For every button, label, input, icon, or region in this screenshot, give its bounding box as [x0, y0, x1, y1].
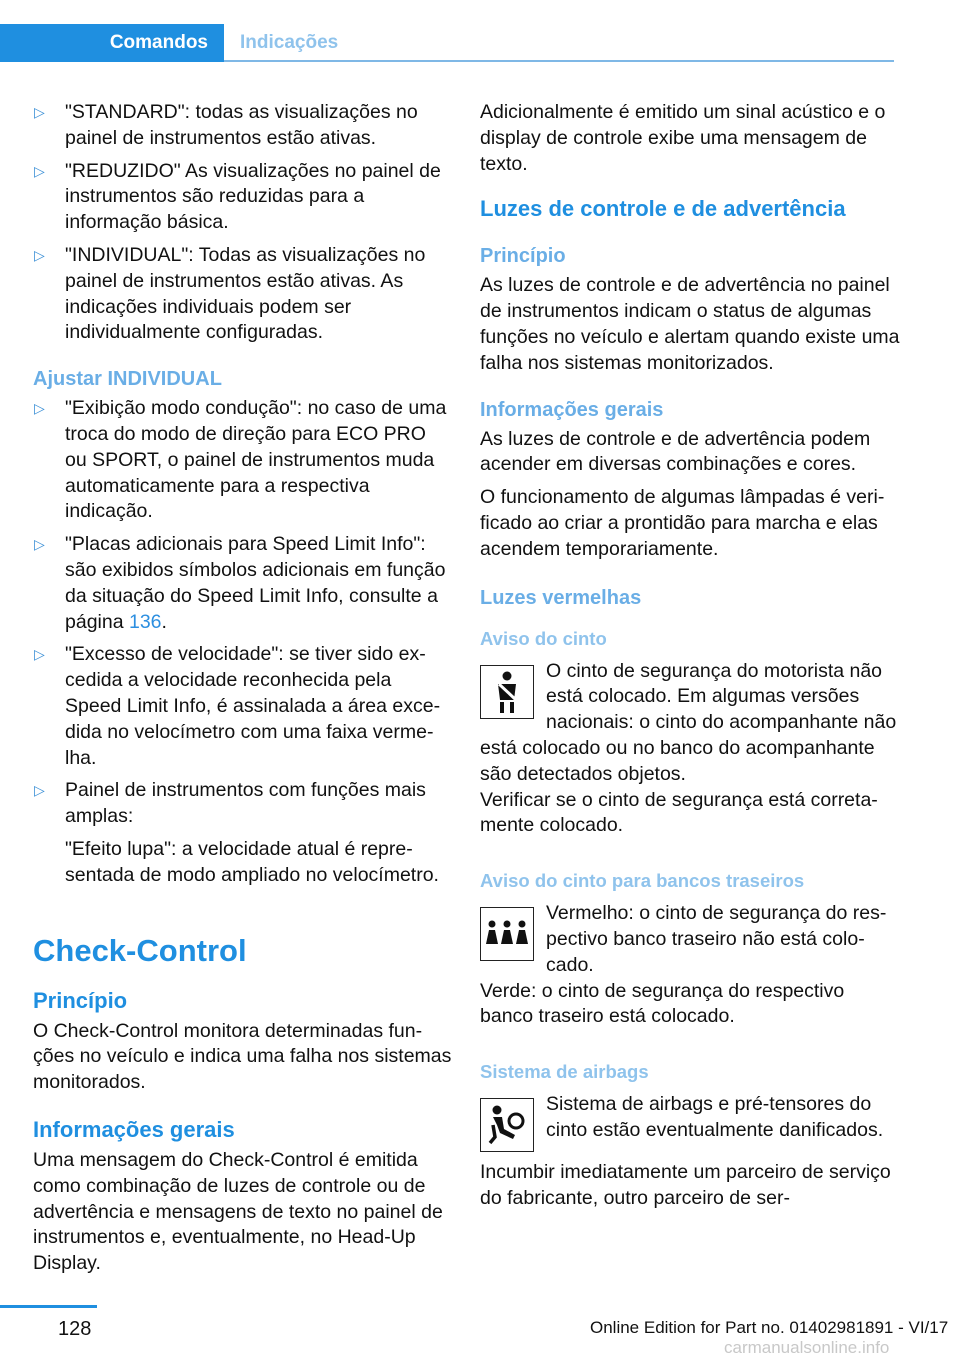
airbags-heading: Sistema de airbags [480, 1061, 649, 1083]
traseiros-text-1: Vermelho: o cinto de segurança do respectivo banco traseiro não está colocado. [546, 902, 887, 976]
online-edition-text: Online Edition for Part no. 01402981891 - VI/17 [590, 1318, 949, 1337]
seatbelt-warning-icon [480, 665, 534, 719]
painel-text: Painel de instrumentos com funções mais amplas: [65, 779, 426, 828]
list-item-text [65, 778, 453, 888]
tab-comandos[interactable] [0, 24, 224, 62]
info-heading: Informações gerais [33, 1116, 235, 1142]
info-text-1: As luzes de controle e de advertência podem acender em diversas combinações e cores. [480, 427, 871, 476]
list-item-text: "Exibição modo condução": no caso de uma troca do modo de direção para ECO PRO ou SPORT, o painel de instrumentos muda automaticamente para a respectiva indicação. [65, 397, 447, 523]
left-column [33, 100, 453, 1284]
check-control-heading: Check-Control [33, 932, 247, 968]
traseiros-text-2: Verde: o cinto de segurança do respectivo banco traseiro está colocado. [480, 979, 845, 1028]
placas-text: "Placas adicionais para Speed Limit Info": são exibidos símbolos adicionais em função da situação do Speed Limit Info, consulte a página [65, 533, 446, 633]
ajustar-heading: Ajustar INDIVIDUAL [33, 368, 222, 391]
list-item-text: "REDUZIDO" As visualizações no painel de instrumentos são reduzidas para a informação básica. [65, 159, 441, 234]
list-item-text: "Excesso de velocidade": se tiver sido excedida a velocidade reconhecida pela Speed Limit Info, é assinalada a área excedida no velocímetro com uma faixa vermelha. [65, 643, 441, 769]
list-item-text: "STANDARD": todas as visualizações no painel de instrumentos estão ativas. [65, 101, 418, 149]
placas-text-end: . [161, 610, 167, 633]
triangle-right-icon: ▷ [34, 400, 45, 417]
cinto-heading: Aviso do cinto [480, 627, 607, 649]
page-link[interactable]: 136 [128, 610, 162, 633]
triangle-right-icon: ▷ [34, 536, 45, 553]
list-item [33, 100, 453, 152]
traseiros-heading: Aviso do cinto para bancos traseiros [480, 870, 805, 892]
luzes-heading: Luzes de controle e de advertência [480, 196, 846, 222]
list-item [33, 778, 453, 888]
vermelhas-heading: Luzes vermelhas [480, 586, 642, 609]
lupa-text: "Efeito lupa": a velocidade atual é representada de modo ampliado no velocímetro. [65, 837, 439, 886]
header-rule [224, 60, 894, 62]
list-item-text [65, 532, 453, 635]
tab-comandos-label: Comandos [109, 32, 208, 53]
footer-rule [0, 1305, 97, 1308]
list-item [33, 642, 453, 771]
principio-heading: Princípio [33, 987, 128, 1013]
airbags-block [480, 1092, 900, 1156]
principio-text: O Check-Control monitora determinadas funções no veículo e indica uma falha nos sistemas monitorados. [33, 1019, 452, 1094]
cinto-text-2: Verificar se o cinto de segurança está corretamente colocado. [480, 788, 878, 837]
info-text: Uma mensagem do Check-Control é emitida como combinação de luzes de controle ou de advertência e mensagens de texto no painel de instrumentos e, eventualmente, no Head-Up Display. [33, 1148, 443, 1275]
page-number: 128 [58, 1318, 92, 1340]
cinto-block [480, 659, 900, 788]
airbags-text-2: Incumbir imediatamente um parceiro de serviço do fabricante, outro parceiro de ser- [480, 1161, 891, 1209]
principio-text: As luzes de controle e de advertência no painel de instrumentos indicam o status de algumas funções no veículo e alertam quando existe uma falha nos sistemas monitorizados. [480, 274, 900, 374]
watermark: carmanualsonline.info [724, 1338, 890, 1357]
info-text-2: O funcionamento de algumas lâmpadas é verificado ao criar a prontidão para marcha e elas acendem temporariamente. [480, 486, 885, 560]
triangle-right-icon: ▷ [34, 646, 45, 663]
airbags-text-1: Sistema de airbags e pré-tensores do cinto estão eventualmente danificados. [546, 1093, 884, 1141]
tab-indicacoes[interactable] [240, 24, 338, 62]
info-heading: Informações gerais [480, 398, 664, 421]
right-column [480, 100, 900, 1219]
intro-text: Adicionalmente é emitido um sinal acústico e o display de controle exibe uma mensagem de texto. [480, 101, 886, 175]
principio-heading: Princípio [480, 245, 566, 268]
triangle-right-icon: ▷ [34, 162, 45, 179]
triangle-right-icon: ▷ [34, 782, 45, 799]
list-item [33, 243, 453, 346]
triangle-right-icon: ▷ [34, 104, 45, 120]
traseiros-block [480, 901, 900, 978]
list-item [33, 532, 453, 635]
list-item-text: "INDIVIDUAL": Todas as visualizações no painel de instrumentos estão ativas. As indicações individuais podem ser individualmente configuradas. [65, 243, 426, 344]
tab-indicacoes-label: Indicações [240, 32, 339, 53]
list-item [33, 159, 453, 236]
rear-seatbelt-icon [480, 907, 534, 961]
list-item [33, 396, 453, 525]
cinto-text-1: O cinto de segurança do motorista não está colocado. Em algumas versões nacionais: o cinto do acompanhante não está colocado ou no banco do acompanhante são detectados objetos. [480, 659, 897, 785]
triangle-right-icon: ▷ [34, 246, 45, 263]
airbag-warning-icon [480, 1098, 534, 1152]
